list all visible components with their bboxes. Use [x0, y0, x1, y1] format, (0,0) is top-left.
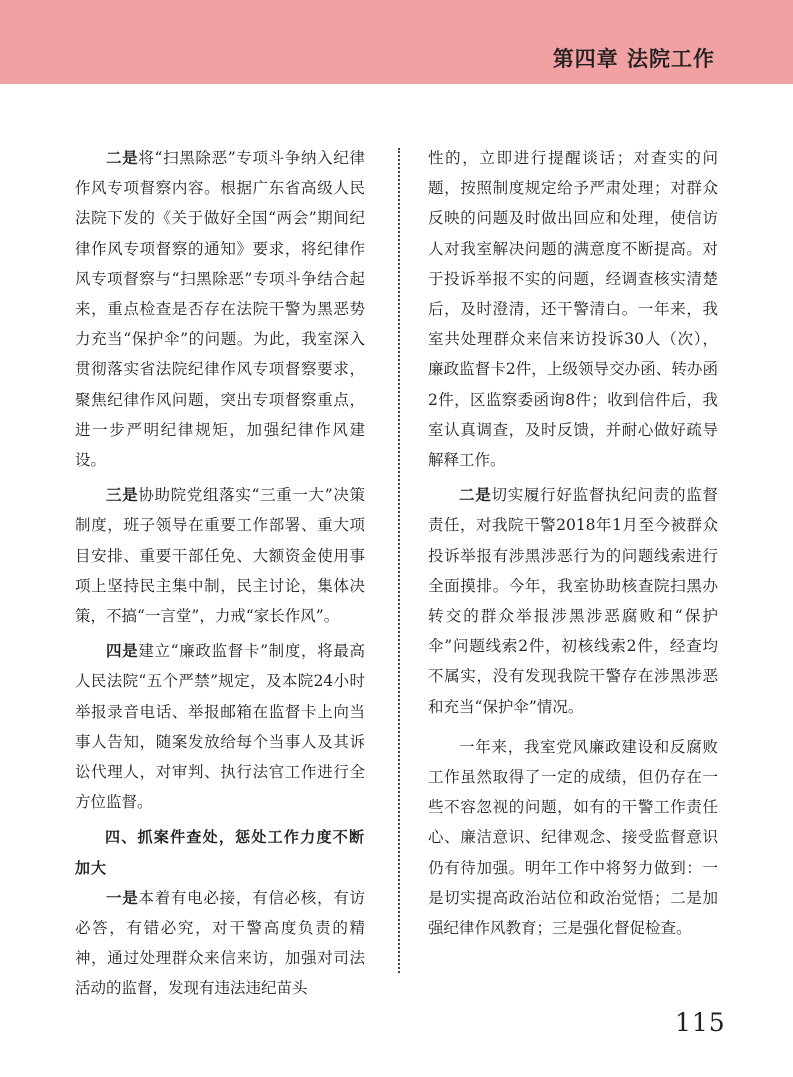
paragraph-lead: 二是: [106, 148, 139, 167]
paragraph-text: 切实履行好监督执纪问责的监督责任，对我院干警2018年1月至今被群众投诉举报有涉黑涉恶行为的问题线索进行全面摸排。今年，我室协助核查院扫黑办转交的群众举报涉黑涉恶腐败和“保护伞”问题线索2件，初核线索2件，经查均不属实，没有发现我院干警存在涉黑涉恶和充当“保护伞”情况。: [428, 486, 718, 716]
paragraph-text: 本着有电必接，有信必核，有访必答，有错必究，对干警高度负责的精神，通过处理群众来信来访，加强对司法活动的监督，发现有违法违纪苗头: [75, 888, 365, 998]
paragraph-lead: 一是: [106, 887, 139, 907]
right-column: [428, 143, 718, 948]
paragraph: [428, 732, 718, 943]
paragraph-text: 一年来，我室党风廉政建设和反腐败工作虽然取得了一定的成绩，但仍存在一些不容忽视的问题，如有的干警工作责任心、廉洁意识、纪律观念、接受监督意识仍有待加强。明年工作中将努力做到：一是切实提高政治站位和政治觉悟；二是加强纪律作风教育；三是强化督促检查。: [428, 737, 718, 938]
paragraph: [75, 143, 365, 475]
paragraph-continued: [428, 143, 718, 475]
section-heading: 四、抓案件查处，惩处工作力度不断加大: [75, 828, 365, 877]
page-number: 115: [675, 1008, 726, 1037]
paragraph: [75, 480, 365, 631]
paragraph-lead: 四是: [106, 641, 139, 661]
paragraph-lead: 二是: [459, 485, 492, 505]
paragraph: [428, 480, 718, 722]
paragraph-text: 将“扫黑除恶”专项斗争纳入纪律作风专项督察内容。根据广东省高级人民法院下发的《关于做好全国“两会”期间纪律作风专项督察的通知》要求，将纪律作风专项督察与“扫黑除恶”专项斗争结合起来，重点检查是否存在法院干警为黑恶势力充当“保护伞”的问题。为此，我室深入贯彻落实省法院纪律作风专项督察要求，聚焦纪律作风问题，突出专项督察重点，进一步严明纪律规矩，加强纪律作风建设。: [75, 149, 365, 470]
paragraph-text: 建立“廉政监督卡”制度，将最高人民法院“五个严禁”规定，及本院24小时举报录音电话、举报邮箱在监督卡上向当事人告知，随案发放给每个当事人及其诉讼代理人，对审判、执行法官工作进行全方位监督。: [75, 642, 365, 812]
chapter-title: 第四章 法院工作: [552, 47, 715, 71]
paragraph: [75, 883, 365, 1004]
paragraph: [75, 636, 365, 817]
left-column: [75, 143, 365, 1009]
column-divider: [398, 148, 400, 973]
paragraph-text: 协助院党组落实“三重一大”决策制度，班子领导在重要工作部署、重大项目安排、重要干部任免、大额资金使用事项上坚持民主集中制，民主讨论，集体决策，不搞“一言堂”，力戒“家长作风”。: [75, 486, 365, 626]
paragraph-text: 性的，立即进行提醒谈话；对查实的问题，按照制度规定给予严肃处理；对群众反映的问题及时做出回应和处理，使信访人对我室解决问题的满意度不断提高。对于投诉举报不实的问题，经调查核实清楚后，及时澄清，还干警清白。一年来，我室共处理群众来信来访投诉30人（次），廉政监督卡2件，上级领导交办函、转办函2件，区监察委函询8件；收到信件后，我室认真调查，及时反馈，并耐心做好疏导解释工作。: [428, 149, 718, 470]
paragraph-lead: 三是: [106, 485, 139, 505]
